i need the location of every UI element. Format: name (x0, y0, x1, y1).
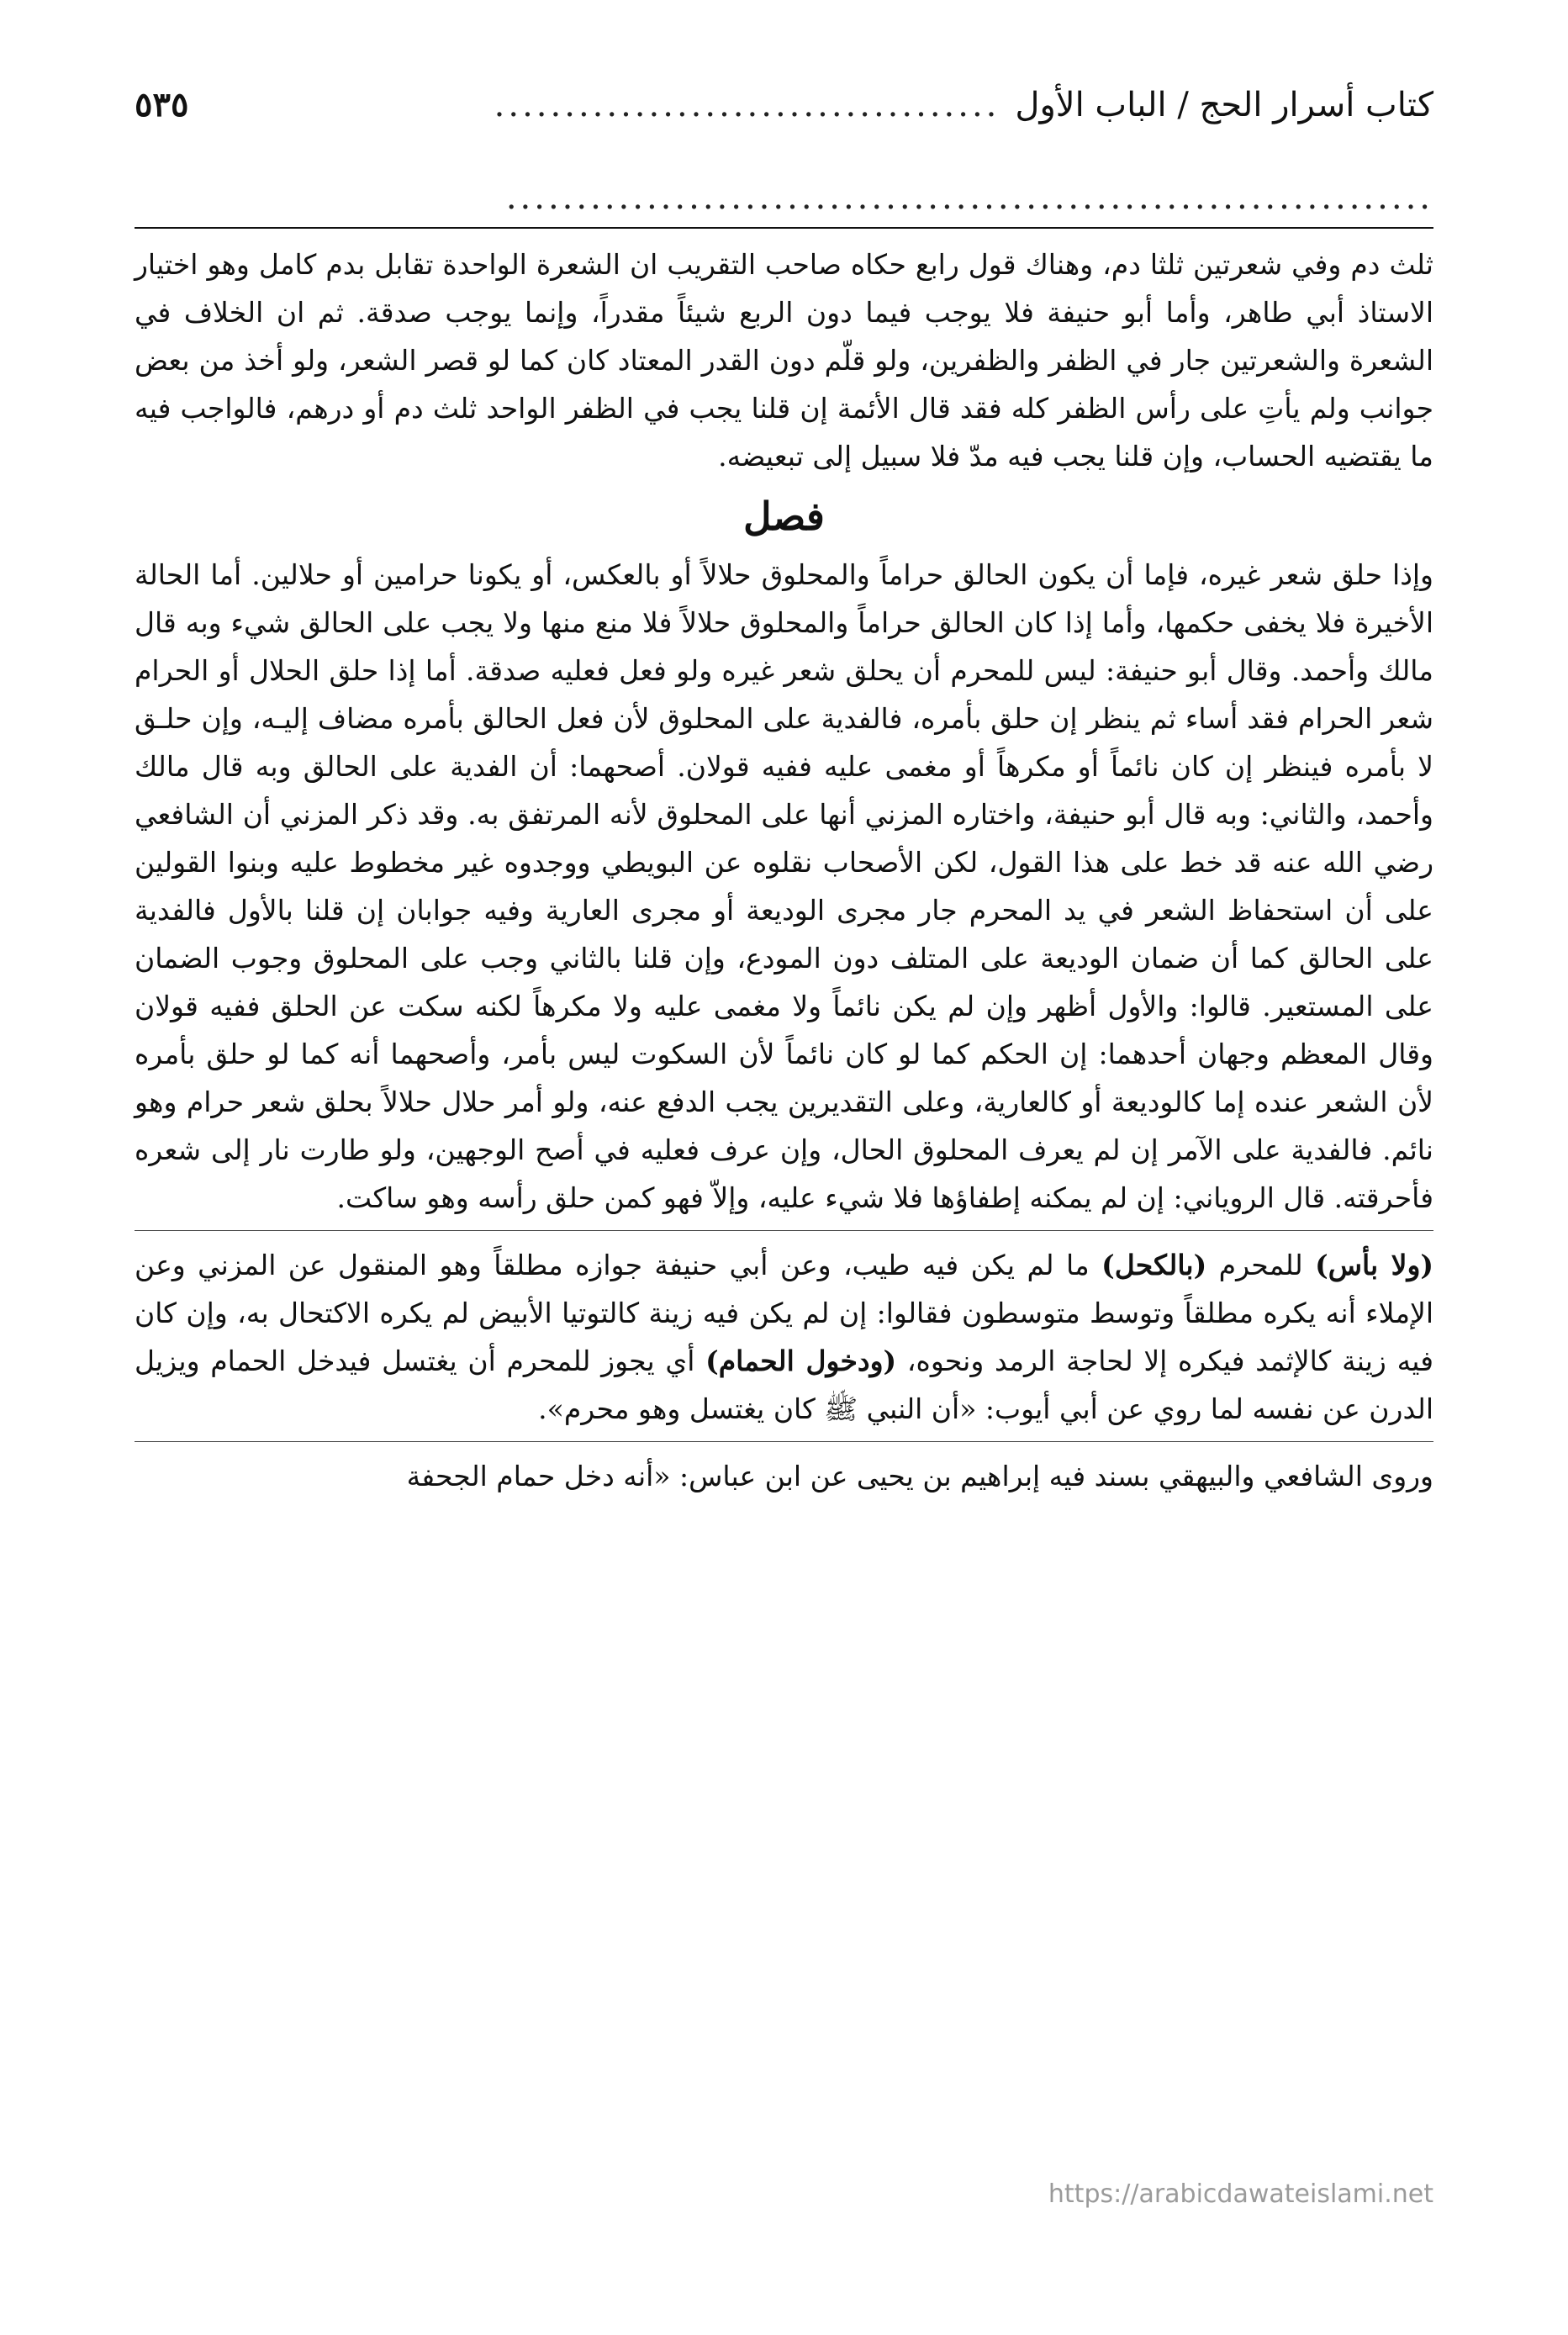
paragraph-last: وروى الشافعي والبيهقي بسند فيه إبراهيم بن يحيى عن ابن عباس: «أنه دخل حمام الجحفة (406, 1460, 1433, 1492)
watermark-url: https://arabicdawateislami.net (1048, 2179, 1433, 2209)
page-number: ٥٣٥ (135, 85, 189, 124)
paragraph-divider (135, 1230, 1433, 1231)
header-dotted-line: .................................................................. (505, 178, 1433, 217)
page-body (135, 240, 1433, 1500)
term-no-harm: (ولا بأس) (1315, 1249, 1434, 1281)
kohl-text-3: أي يجوز للمحرم أن يغتسل فيدخل الحمام ويزيل الدرن عن نفسه لما روي عن أبي أيوب: «أن النبي ﷺ كان يغتسل وهو محرم». (135, 1344, 1433, 1425)
running-header (135, 80, 1433, 130)
header-rule (135, 227, 1433, 229)
paragraph-shaving-others: وإذا حلق شعر غيره، فإما أن يكون الحالق حراماً والمحلوق حلالاً أو بالعكس، أو يكونا حرامين أو حلالين. أما الحالة الأخيرة فلا يخفى حكمها، وأما إذا كان الحالق حراماً والمحلوق حلالاً فلا منع منها ولا يجب على الحالق شيء وبه قال مالك وأحمد. وقال أبو حنيفة: ليس للمحرم أن يحلق شعر غيره ولو فعل فعليه صدقة. أما إذا حلق الحلال أو الحرام شعر الحرام فقد أساء ثم ينظر إن حلق بأمره، فالفدية على المحلوق لأن فعل الحالق بأمره مضاف إليـه، وإن حلـق لا بأمره فينظر إن كان نائماً أو مكرهاً أو مغمى عليه ففيه قولان. أصحهما: أن الفدية على الحالق وبه قال مالك وأحمد، والثاني: وبه قال أبو حنيفة، واختاره المزني أنها على المحلوق لأنه المرتفق به. وقد ذكر المزني أن الشافعي رضي الله عنه قد خط على هذا القول، لكن الأصحاب نقلوه عن البويطي ووجدوه غير مخطوط عليه وبنوا القولين على أن استحفاظ الشعر في يد المحرم جار مجرى الوديعة أو مجرى العارية وفيه جوابان إن قلنا بالأول فالفدية على الحالق كما أن ضمان الوديعة على المتلف دون المودع، وإن قلنا بالثاني وجب على المحلوق وجوب الضمان على المستعير. قالوا: والأول أظهر وإن لم يكن نائماً ولا مغمى عليه ولا مكرهاً لكنه سكت عن الحلق ففيه قولان وقال المعظم وجهان أحدهما: إن الحكم كما لو كان نائماً لأن السكوت ليس بأمر، وأصحهما أنه كما لو حلق بأمره لأن الشعر عنده إما كالوديعة أو كالعارية، وعلى التقديرين يجب الدفع عنه، ولو أمر حلال حلالاً بحلق شعر حرام وهو نائم. فالفدية على الآمر إن لم يعرف المحلوق الحال، وإن عرف فعليه في أصح الوجهين، ولو طارت نار إلى شعره فأحرقته. قال الروياني: إن لم يمكنه إطفاؤها فلا شيء عليه، وإلاّ فهو كمن حلق رأسه وهو ساكت. (135, 558, 1433, 1214)
paragraph-kohl (135, 1241, 1433, 1433)
header-title: كتاب أسرار الحج / الباب الأول (1015, 86, 1433, 124)
kohl-text-2: ما لم يكن فيه طيب، وعن أبي حنيفة جوازه مطلقاً وهو المنقول عن المزني وعن الإملاء أنه يكره مطلقاً وتوسط متوسطون فقالوا: إن لم يكن فيه زينة كالتوتيا الأبيض لم يكره الاكتحال به، وإن كان فيه زينة كالإثمد فيكره إلا لحاجة الرمد ونحوه، (135, 1249, 1433, 1377)
paragraph-intro: ثلث دم وفي شعرتين ثلثا دم، وهناك قول رابع حكاه صاحب التقريب ان الشعرة الواحدة تقابل بدم كامل وهو اختيار الاستاذ أبي طاهر، وأما أبو حنيفة فلا يوجب فيما دون الربع شيئاً مقدراً، وإنما يوجب صدقة. ثم ان الخلاف في الشعرة والشعرتين جار في الظفر والظفرين، ولو قلّم دون القدر المعتاد كان كما لو قصر الشعر، ولو أخذ من بعض جوانب ولم يأتِ على رأس الظفر كله فقد قال الأئمة إن قلنا يجب في الظفر الواحد ثلث دم أو درهم، فالواجب فيه ما يقتضيه الحساب، وإن قلنا يجب فيه مدّ فلا سبيل إلى تبعيضه. (135, 248, 1433, 473)
section-heading: فصل (743, 494, 825, 539)
term-kohl: (بالكحل) (1101, 1249, 1207, 1281)
book-page (135, 80, 1433, 2266)
term-bath: (ودخول الحمام) (705, 1344, 897, 1377)
paragraph-divider-2 (135, 1441, 1433, 1442)
kohl-text-1: للمحرم (1206, 1249, 1316, 1281)
header-leader-dots: .................................... (494, 86, 1000, 124)
